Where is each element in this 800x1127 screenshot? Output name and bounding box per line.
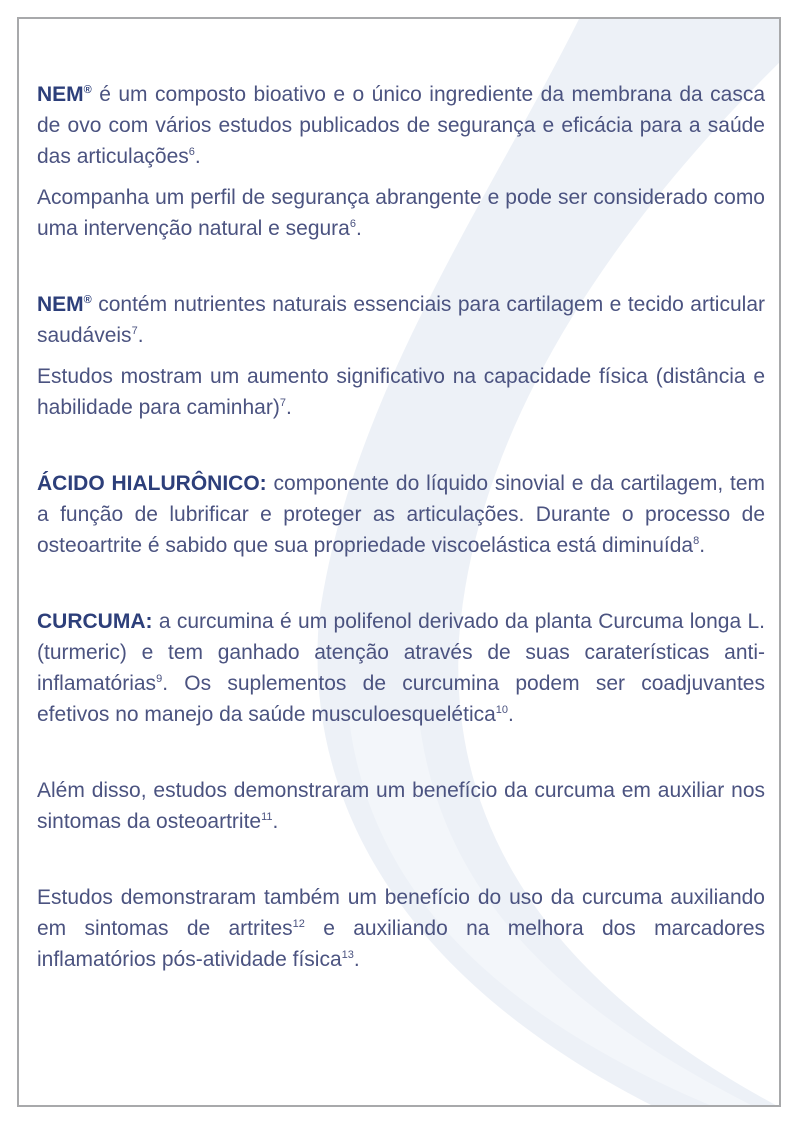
paragraph-text: é um composto bioativo e o único ingrediente da membrana da casca de ovo com vários estudos publicados de segurança e eficácia para a saúde das articulações: [37, 83, 765, 168]
paragraph-text: contém nutrientes naturais essenciais para cartilagem e tecido articular saudáveis: [37, 293, 765, 347]
paragraph-arthritis: [37, 882, 765, 975]
paragraph-text: a curcumina é um polifenol derivado da planta Curcuma longa L. (turmeric) e tem ganhado atenção através de suas caraterísticas anti-inflamatórias: [37, 610, 765, 695]
paragraph-text: Estudos mostram um aumento significativo na capacidade física (distância e habilidade para caminhar): [37, 365, 765, 419]
body-text: [37, 79, 765, 975]
registered-mark: ®: [83, 84, 92, 96]
brand-nem: NEM: [37, 293, 84, 316]
period: .: [272, 810, 279, 833]
paragraph-studies: [37, 361, 765, 423]
reference: 6: [349, 218, 356, 230]
paragraph-text: componente do líquido sinovial e da cartilagem, tem a função de lubrificar e proteger as articulações. Durante o processo de osteoartrite é sabido que sua propriedade viscoelástica está diminuída: [37, 472, 766, 557]
reference: 7: [131, 325, 138, 337]
label-hyaluronic-acid: ÁCIDO HIALURÔNICO:: [37, 472, 267, 495]
registered-mark: ®: [83, 294, 92, 306]
page-frame: [17, 17, 781, 1107]
paragraph-safety: [37, 182, 765, 244]
paragraph-text: Estudos demonstraram também um benefício do uso da curcuma auxiliando em sintomas de artrites: [37, 886, 765, 940]
paragraph-text: Além disso, estudos demonstraram um benefício da curcuma em auxiliar nos sintomas da osteoartrite: [37, 779, 765, 833]
brand-nem: NEM: [37, 83, 84, 106]
paragraph-osteoarthritis: [37, 775, 765, 837]
paragraph-text: e auxiliando na melhora dos marcadores inflamatórios pós-atividade física: [37, 917, 765, 971]
paragraph-hyaluronic-acid: [37, 468, 765, 561]
paragraph-nem-nutrients: [37, 289, 765, 351]
paragraph-nem-intro: [37, 79, 765, 172]
period: .: [699, 534, 706, 557]
reference: 10: [495, 704, 509, 716]
paragraph-text: Acompanha um perfil de segurança abrangente e pode ser considerado como uma intervenção natural e segura: [37, 186, 765, 240]
reference: 6: [188, 146, 195, 158]
period: .: [355, 217, 362, 240]
period: .: [194, 145, 201, 168]
reference: 7: [279, 397, 286, 409]
reference: 9: [156, 673, 163, 685]
reference: 12: [292, 918, 305, 930]
period: .: [508, 703, 514, 726]
period: .: [285, 396, 292, 419]
reference: 11: [261, 811, 273, 823]
period: .: [137, 324, 144, 347]
period: .: [353, 948, 360, 971]
reference: 13: [341, 949, 354, 961]
reference: 8: [693, 535, 700, 547]
paragraph-text: . Os suplementos de curcumina podem ser coadjuvantes efetivos no manejo da saúde musculoesquelética: [37, 672, 765, 726]
label-curcuma: CURCUMA:: [37, 610, 153, 633]
paragraph-curcuma: [37, 606, 765, 730]
